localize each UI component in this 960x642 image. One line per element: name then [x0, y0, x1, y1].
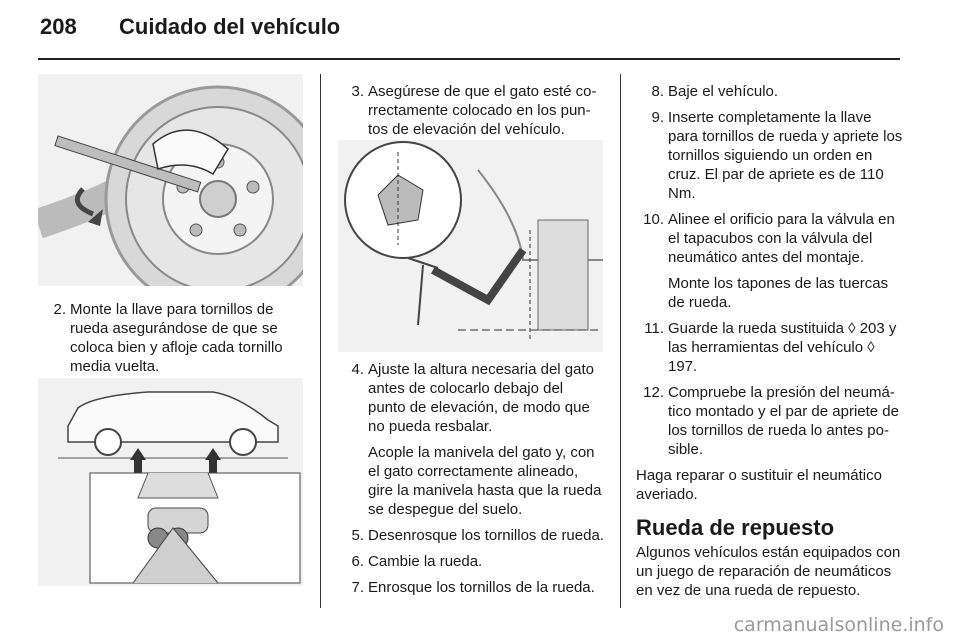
figure-car-lift-points — [38, 378, 303, 586]
step-text: Baje el vehículo. — [668, 83, 779, 100]
column-1 — [44, 300, 306, 383]
column-2 — [342, 82, 604, 146]
figure-jack-placement — [338, 140, 603, 352]
step-2 — [44, 300, 306, 376]
figure-wheel-wrench — [38, 74, 303, 286]
step-number: 11. — [644, 320, 664, 337]
column-3 — [636, 82, 904, 600]
step-number: 3. — [351, 83, 364, 100]
page-number: 208 — [40, 14, 77, 39]
step-number: 10. — [643, 211, 664, 228]
step-12 — [636, 383, 904, 459]
step-10-note: Monte los tapones de las tuercas de rueda. — [668, 275, 889, 311]
step-number: 2. — [53, 301, 66, 318]
step-7 — [342, 578, 604, 597]
header-rule — [38, 58, 900, 60]
step-number: 9. — [651, 109, 664, 126]
step-text: Compruebe la presión del neumático montado y el par de apriete de los tornillos de rueda lo antes posible. — [668, 384, 899, 458]
step-8 — [636, 82, 904, 101]
step-number: 7. — [351, 579, 364, 596]
step-number: 4. — [351, 361, 364, 378]
step-4 — [342, 360, 604, 436]
step-10 — [636, 210, 904, 267]
paragraph-spare-wheel: Algunos vehículos están equipados con un juego de reparación de neumáticos en vez de una rueda de repuesto. — [636, 544, 901, 599]
step-5 — [342, 526, 604, 545]
column-divider-2 — [620, 74, 621, 608]
paragraph-repair: Haga reparar o sustituir el neumático averiado. — [636, 467, 882, 503]
watermark: carmanualsonline.info — [733, 614, 944, 636]
column-2-lower — [342, 360, 604, 604]
step-4-note: Acople la manivela del gato y, con el gato correctamente alineado, gire la manivela hasta que la rueda se despegue del suelo. — [368, 444, 602, 518]
step-number: 5. — [351, 527, 364, 544]
step-number: 12. — [643, 384, 664, 401]
step-11 — [636, 319, 904, 376]
step-text: Asegúrese de que el gato esté correctamente colocado en los puntos de elevación del vehículo. — [368, 83, 597, 138]
column-divider-1 — [320, 74, 321, 608]
step-text: Monte la llave para tornillos de rueda asegurándose de que se coloca bien y afloje cada tornillo media vuelta. — [70, 301, 283, 375]
page-title: Cuidado del vehículo — [119, 14, 341, 39]
step-9 — [636, 108, 904, 203]
step-number: 6. — [351, 553, 364, 570]
page-header — [0, 0, 960, 56]
step-text: Enrosque los tornillos de la rueda. — [368, 579, 595, 596]
step-text: Inserte completamente la llave para tornillos de rueda y apriete los tornillos siguiendo un orden en cruz. El par de apriete es de 110 Nm. — [668, 109, 903, 202]
step-6 — [342, 552, 604, 571]
step-number: 8. — [651, 83, 664, 100]
step-3 — [342, 82, 604, 139]
step-text: Guarde la rueda sustituida ◊ 203 y las herramientas del vehículo ◊ 197. — [668, 320, 897, 375]
step-text: Cambie la rueda. — [368, 553, 483, 570]
step-text: Ajuste la altura necesaria del gato antes de colocarlo debajo del punto de elevación, de modo que no pueda resbalar. — [368, 361, 594, 435]
step-text: Alinee el orificio para la válvula en el tapacubos con la válvula del neumático antes del montaje. — [668, 211, 895, 266]
section-heading: Rueda de repuesto — [636, 515, 835, 540]
step-text: Desenrosque los tornillos de rueda. — [368, 527, 604, 544]
